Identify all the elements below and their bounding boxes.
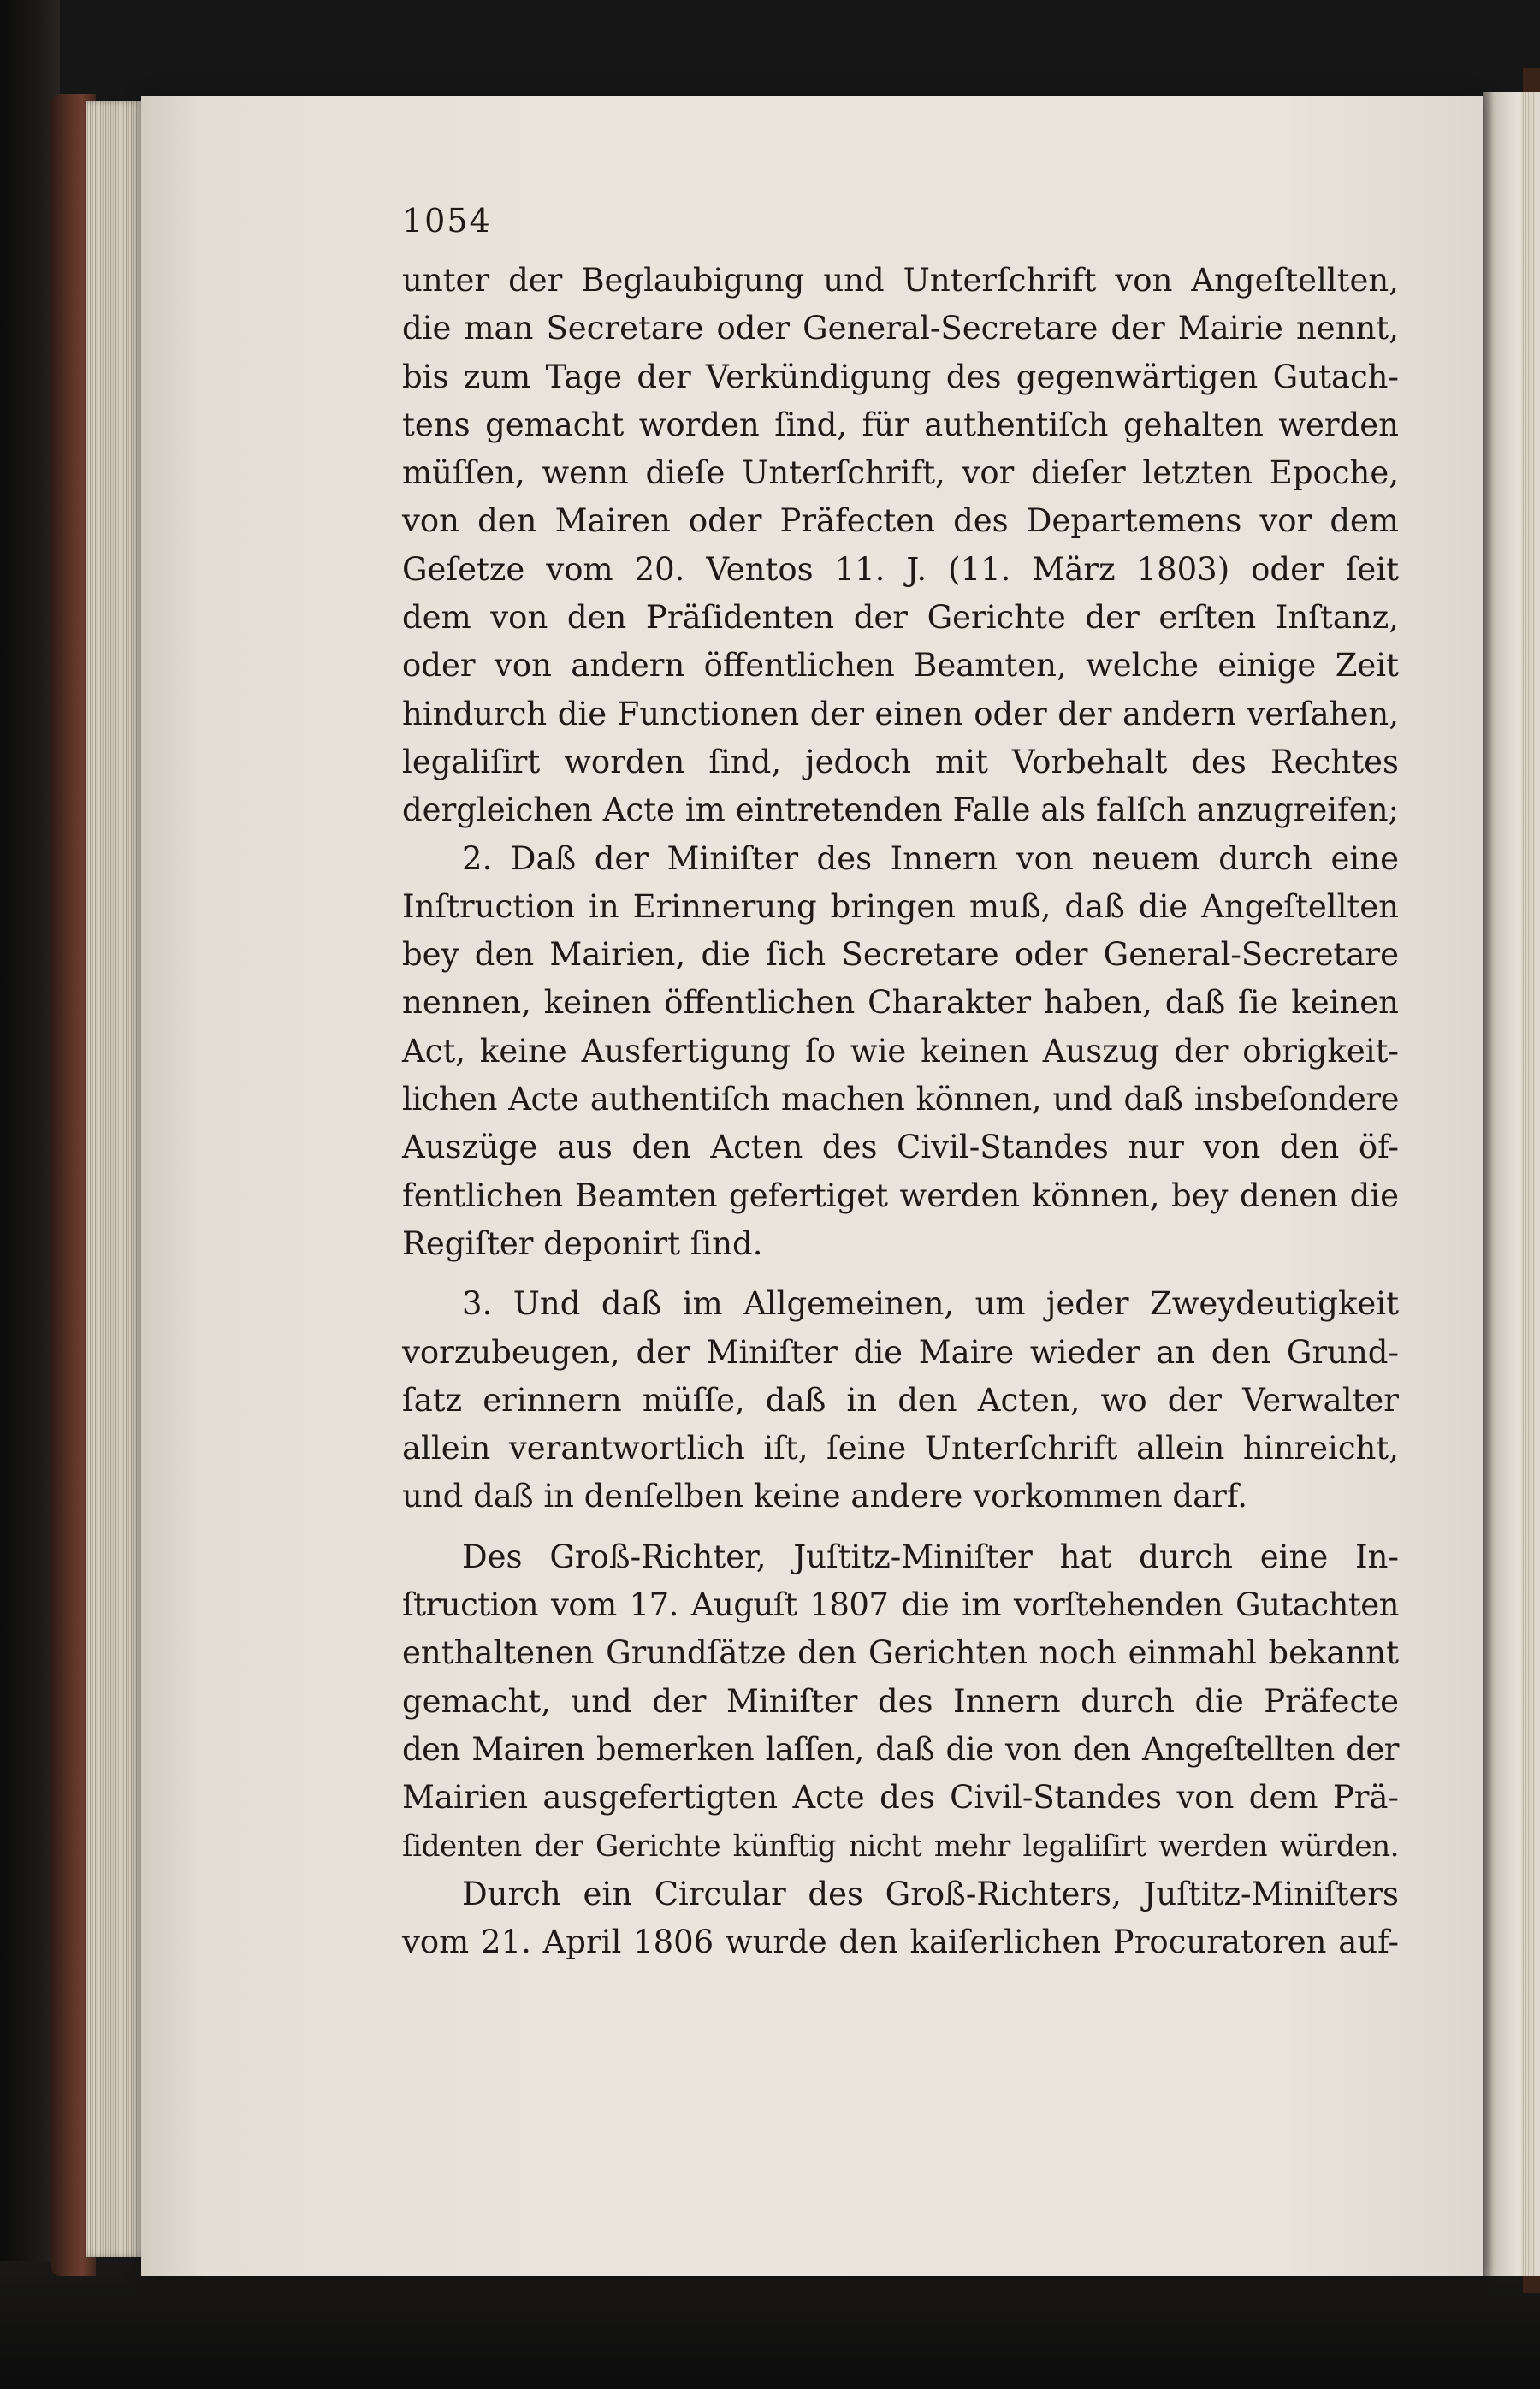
- text-line: müſſen, wenn dieſe Unterſchrift, vor dieſer letzten Epoche,: [402, 454, 1399, 492]
- text-line: bey den Mairien, die ſich Secretare oder General-Secretare: [402, 936, 1399, 974]
- text-line: allein verantwortlich iſt, ſeine Unterſchrift allein hinreicht,: [402, 1430, 1399, 1467]
- text-line: unter der Beglaubigung und Unterſchrift von Angeſtellten,: [402, 262, 1399, 299]
- text-line: Durch ein Circular des Groß-Richters, Juſtitz-Miniſters: [462, 1875, 1399, 1912]
- text-line: 3. Und daß im Allgemeinen, um jeder Zweydeutigkeit: [462, 1285, 1399, 1323]
- text-line: ſtruction vom 17. Auguſt 1807 die im vorſtehenden Gutachten: [402, 1586, 1399, 1624]
- text-line: dergleichen Acte im eintretenden Falle als falſch anzugreifen;: [402, 791, 1399, 829]
- text-line: legaliſirt worden ſind, jedoch mit Vorbehalt des Rechtes: [402, 743, 1399, 780]
- page-block-edge: [86, 101, 145, 2257]
- text-line: gemacht, und der Miniſter des Innern durch die Präfecte: [402, 1682, 1399, 1720]
- text-line: von den Mairen oder Präfecten des Departemens vor dem: [402, 502, 1399, 540]
- text-line: Des Groß-Richter, Juſtitz-Miniſter hat durch eine In-: [462, 1538, 1399, 1575]
- text-line: Inſtruction in Erinnerung bringen muß, daß die Angeſtellten: [402, 887, 1399, 925]
- text-line: Geſetze vom 20. Ventos 11. J. (11. März 1803) oder ſeit: [402, 550, 1399, 588]
- text-line: 2. Daß der Miniſter des Innern von neuem durch eine: [462, 839, 1399, 877]
- text-line: lichen Acte authentiſch machen können, und daß insbeſondere: [402, 1081, 1399, 1118]
- text-line: vom 21. April 1806 wurde den kaiſerlichen Procuratoren auf-: [402, 1924, 1399, 1961]
- text-line: hindurch die Functionen der einen oder der andern verſahen,: [402, 695, 1399, 732]
- text-line: fentlichen Beamten gefertiget werden können, bey denen die: [402, 1177, 1399, 1214]
- text-line: und daß in denſelben keine andere vorkommen darf.: [402, 1478, 1247, 1515]
- book-cover-bottom: [0, 2261, 1540, 2389]
- text-line: bis zum Tage der Verkündigung des gegenwärtigen Gutach-: [402, 358, 1399, 395]
- page-number: 1054: [402, 202, 492, 240]
- text-line: nennen, keinen öffentlichen Charakter haben, daß ſie keinen: [402, 984, 1399, 1022]
- text-line: dem von den Präſidenten der Gerichte der erſten Inſtanz,: [402, 599, 1399, 637]
- text-line: ſatz erinnern müſſe, daß in den Acten, wo der Verwalter: [402, 1381, 1399, 1419]
- facing-page-edge: [1483, 92, 1540, 2276]
- text-line: vorzubeugen, der Miniſter die Maire wieder an den Grund-: [402, 1333, 1399, 1371]
- text-line: Mairien ausgefertigten Acte des Civil-Standes von dem Prä-: [402, 1779, 1399, 1817]
- text-line: Auszüge aus den Acten des Civil-Standes nur von den öf-: [402, 1129, 1399, 1166]
- text-line: Regiſter deponirt ſind.: [402, 1224, 763, 1262]
- text-line: den Mairen bemerken laſſen, daß die von den Angeſtellten der: [402, 1730, 1399, 1768]
- page-text: [402, 257, 1399, 1966]
- text-line: Act, keine Ausfertigung ſo wie keinen Auszug der obrigkeit-: [402, 1032, 1399, 1070]
- text-line: oder von andern öffentlichen Beamten, welche einige Zeit: [402, 647, 1399, 685]
- text-line: tens gemacht worden ſind, für authentiſch gehalten werden: [402, 406, 1399, 443]
- text-line: ſidenten der Gerichte künftig nicht mehr legaliſirt werden würden.: [402, 1829, 1399, 1864]
- text-line: die man Secretare oder General-Secretare der Mairie nennt,: [402, 310, 1399, 347]
- text-line: enthaltenen Grundſätze den Gerichten noch einmahl bekannt: [402, 1634, 1399, 1672]
